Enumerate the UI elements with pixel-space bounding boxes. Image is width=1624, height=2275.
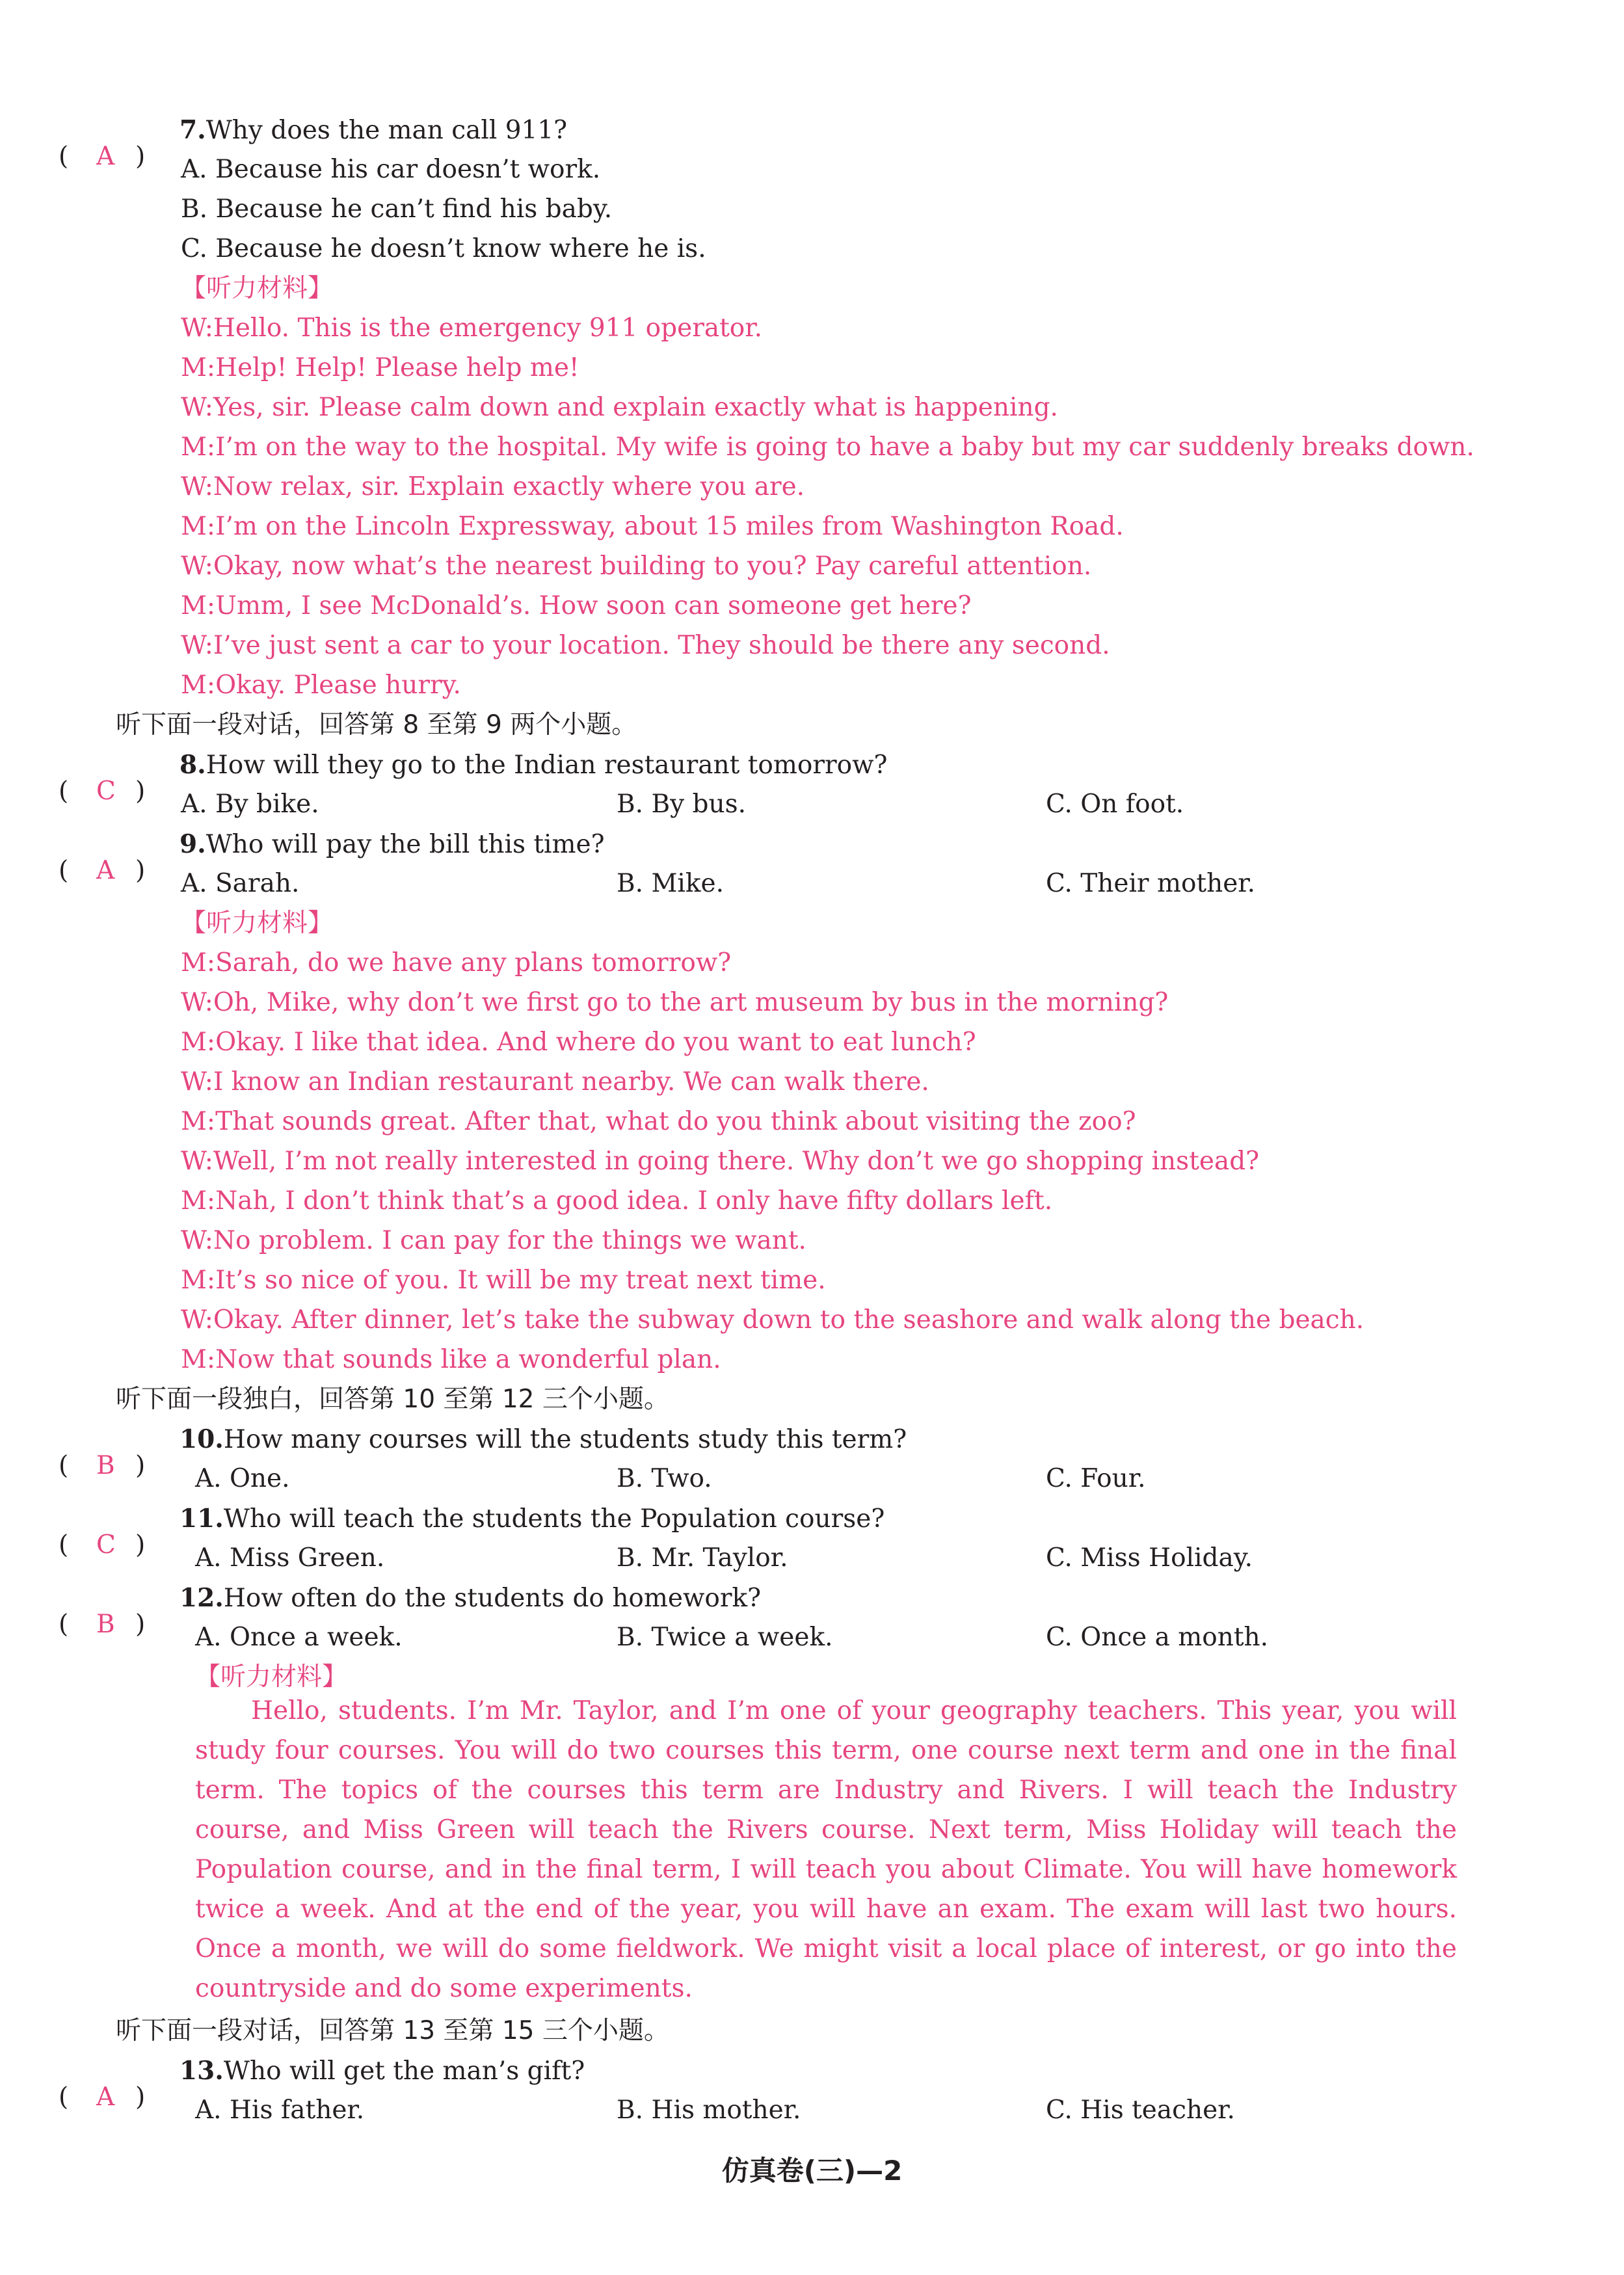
script-line: M:Umm, I see McDonald’s. How soon can someone get here?: [181, 591, 972, 620]
script-line: W:Hello. This is the emergency 911 operator.: [181, 313, 763, 343]
script-tag: 【听力材料】: [181, 909, 334, 938]
option-b: B. Two.: [617, 1464, 712, 1493]
question-text: Who will pay the bill this time?: [206, 830, 605, 859]
option-c: C. On foot.: [1046, 790, 1184, 819]
question-text: How many courses will the students study this term?: [223, 1425, 907, 1454]
answer-letter: A: [96, 2082, 115, 2112]
question-text: Who will teach the students the Population course?: [223, 1504, 885, 1534]
script-line: W:Okay. After dinner, let’s take the subway down to the seashore and walk along the beach.: [181, 1305, 1364, 1335]
script-line: W:Yes, sir. Please calm down and explain exactly what is happening.: [181, 393, 1058, 422]
answer-letter: A: [96, 142, 115, 171]
question-number: 12.: [180, 1583, 224, 1613]
option-c: C. Four.: [1046, 1464, 1146, 1493]
option-c: C. Once a month.: [1046, 1623, 1269, 1652]
question-number: 10.: [180, 1424, 224, 1454]
script-line: M:Okay. Please hurry.: [181, 671, 461, 700]
options-row: [195, 1461, 1561, 1497]
options-row: [181, 786, 1547, 823]
question-number: 7.: [180, 115, 206, 145]
option-a: A. His father.: [195, 2095, 365, 2125]
question-12: ( B ) 12.How often do the students do homework?: [59, 1580, 761, 1617]
script-line: M:Now that sounds like a wonderful plan.: [181, 1345, 721, 1374]
script-line: W:No problem. I can pay for the things we want.: [181, 1226, 806, 1255]
option-c: C. Their mother.: [1046, 869, 1256, 898]
option-a: A. By bike.: [181, 790, 319, 819]
answer-letter: C: [96, 777, 116, 806]
question-text: Who will get the man’s gift?: [223, 2056, 585, 2086]
option-a: A. Because his car doesn’t work.: [181, 155, 601, 184]
question-text: How often do the students do homework?: [223, 1584, 762, 1613]
option-b: B. Twice a week.: [617, 1623, 833, 1652]
script-tag: 【听力材料】: [195, 1662, 348, 1692]
option-a: A. Miss Green.: [195, 1543, 385, 1573]
option-b: B. By bus.: [617, 790, 747, 819]
option-b: B. Because he can’t find his baby.: [181, 194, 613, 224]
question-8: ( C ) 8.How will they go to the Indian restaurant tomorrow?: [59, 747, 887, 784]
script-line: M:Nah, I don’t think that’s a good idea. I only have fifty dollars left.: [181, 1186, 1053, 1216]
script-line: M:That sounds great. After that, what do you think about visiting the zoo?: [181, 1107, 1136, 1136]
question-9: ( A ) 9.Who will pay the bill this time?: [59, 826, 604, 863]
script-line: M:Sarah, do we have any plans tomorrow?: [181, 948, 732, 978]
answer-letter: A: [96, 856, 115, 885]
section-instruction: 听下面一段对话，回答第 8 至第 9 两个小题。: [116, 710, 637, 739]
answer-letter: B: [96, 1451, 115, 1480]
page-footer: 仿真卷(三)—2: [721, 2155, 903, 2187]
question-11: ( C ) 11.Who will teach the students the Population course?: [59, 1500, 885, 1537]
option-b: B. His mother.: [617, 2095, 801, 2125]
option-a: A. One.: [195, 1464, 290, 1493]
script-line: W:I’ve just sent a car to your location. They should be there any second.: [181, 631, 1110, 660]
option-a: A. Sarah.: [181, 869, 300, 898]
script-line: W:Well, I’m not really interested in going there. Why don’t we go shopping instead?: [181, 1147, 1260, 1176]
question-text: Why does the man call 911?: [206, 116, 568, 145]
monologue-paragraph: Hello, students. I’m Mr. Taylor, and I’m one of your geography teachers. This year, you will study four courses. You will do two courses this term, one course next term and one in the final term. The topics of the courses this term are Industry and Rivers. I will teach the Industry course, and Miss Green will teach the Rivers course. Next term, Miss Holiday will teach the Population course, and in the final term, I will teach you about Climate. You will have homework twice a week. And at the end of the year, you will have an exam. The exam will last two hours. Once a month, we will do some fieldwork. We might visit a local place of interest, or go into the countryside and do some experiments.: [195, 1696, 1457, 2003]
option-b: B. Mike.: [617, 869, 724, 898]
question-number: 9.: [180, 829, 206, 859]
script-line: M:I’m on the Lincoln Expressway, about 15 miles from Washington Road.: [181, 512, 1124, 541]
option-b: B. Mr. Taylor.: [617, 1543, 788, 1573]
script-line: W:Okay, now what’s the nearest building to you? Pay careful attention.: [181, 552, 1092, 581]
options-row: [195, 1619, 1561, 1656]
option-a: A. Once a week.: [195, 1623, 403, 1652]
section-instruction: 听下面一段独白，回答第 10 至第 12 三个小题。: [116, 1385, 669, 1414]
script-line: W:Now relax, sir. Explain exactly where you are.: [181, 472, 805, 501]
section-instruction: 听下面一段对话，回答第 13 至第 15 三个小题。: [116, 2016, 669, 2045]
question-number: 13.: [180, 2056, 224, 2086]
answer-letter: C: [96, 1530, 116, 1560]
option-c: C. His teacher.: [1046, 2095, 1235, 2125]
options-row: [195, 2092, 1561, 2129]
script-line: M:Help! Help! Please help me!: [181, 353, 579, 382]
options-row: [195, 1540, 1561, 1577]
question-number: 8.: [180, 750, 206, 780]
question-number: 11.: [180, 1504, 224, 1534]
script-line: W:Oh, Mike, why don’t we first go to the art museum by bus in the morning?: [181, 988, 1169, 1017]
option-c: C. Because he doesn’t know where he is.: [181, 234, 706, 263]
script-line: M:It’s so nice of you. It will be my treat next time.: [181, 1266, 826, 1295]
option-c: C. Miss Holiday.: [1046, 1543, 1253, 1573]
answer-letter: B: [96, 1610, 115, 1639]
question-text: How will they go to the Indian restaurant tomorrow?: [206, 751, 888, 780]
script-line: M:I’m on the way to the hospital. My wife is going to have a baby but my car suddenly breaks down.: [181, 432, 1474, 462]
options-row: [181, 866, 1547, 902]
script-tag: 【听力材料】: [181, 274, 334, 303]
question-10: ( B ) 10.How many courses will the students study this term?: [59, 1421, 907, 1458]
question-13: ( A ) 13.Who will get the man’s gift?: [59, 2053, 585, 2090]
script-line: M:Okay. I like that idea. And where do you want to eat lunch?: [181, 1028, 976, 1057]
script-line: W:I know an Indian restaurant nearby. We can walk there.: [181, 1067, 929, 1097]
question-7: ( A ) 7.Why does the man call 911?: [59, 112, 567, 149]
